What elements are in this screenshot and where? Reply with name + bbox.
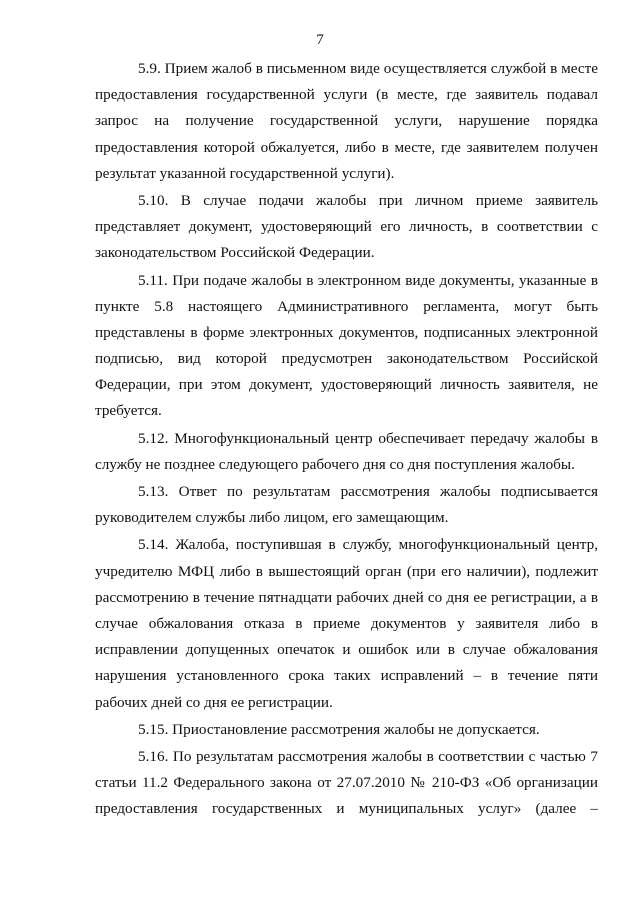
paragraph-5-16	[95, 744, 598, 823]
text-line: случае обжалования отказа в приеме документов у заявителя либо в	[95, 614, 598, 632]
text-line: законодательством Российской Федерации.	[95, 244, 375, 262]
text-line: требуется.	[95, 402, 162, 420]
text-line: представляет документ, удостоверяющий его личность, в соответствии с	[95, 218, 598, 236]
text-line: статьи 11.2 Федерального закона от 27.07.2010 № 210-ФЗ «Об организации	[95, 774, 598, 792]
text-line: 5.10. В случае подачи жалобы при личном приеме заявитель	[138, 191, 598, 209]
page-number: 7	[316, 32, 324, 48]
text-line: предоставления которой обжалуется, либо в месте, где заявителем получен	[95, 138, 598, 156]
text-line: 5.9. Прием жалоб в письменном виде осуществляется службой в месте	[138, 60, 598, 77]
document-body	[95, 56, 598, 823]
paragraph-5-9	[95, 56, 598, 187]
text-line: представлены в форме электронных документов, подписанных электронной	[95, 323, 598, 341]
text-line: 5.11. При подаче жалобы в электронном виде документы, указанные в	[138, 271, 598, 289]
paragraph-5-12	[95, 426, 598, 478]
text-line: службу не позднее следующего рабочего дня со дня поступления жалобы.	[95, 455, 575, 473]
text-line: руководителем службы либо лицом, его замещающим.	[95, 509, 449, 527]
text-line: 5.16. По результатам рассмотрения жалобы в соответствии с частью 7	[138, 747, 598, 765]
paragraph-5-13	[95, 479, 598, 531]
text-line: Федерации, при этом документ, удостоверяющий личность заявителя, не	[95, 376, 598, 394]
text-line: 5.12. Многофункциональный центр обеспечивает передачу жалобы в	[138, 429, 598, 447]
text-line: 5.15. Приостановление рассмотрения жалобы не допускается.	[138, 720, 540, 738]
text-line: предоставления государственной услуги (в месте, где заявитель подавал	[95, 86, 598, 104]
text-line: рабочих дней со дня ее регистрации.	[95, 693, 333, 711]
text-line: нарушения установленного срока таких исправлений – в течение пяти	[95, 667, 598, 685]
text-line: результат указанной государственной услуги).	[95, 164, 395, 182]
text-line: рассмотрению в течение пятнадцати рабочих дней со дня ее регистрации, а в	[95, 588, 598, 606]
paragraph-5-11	[95, 268, 598, 425]
text-line: запрос на получение государственной услуги, нарушение порядка	[95, 112, 598, 130]
text-line: учредителю МФЦ либо в вышестоящий орган (при его наличии), подлежит	[95, 562, 598, 580]
text-line: исправлении допущенных опечаток и ошибок или в случае обжалования	[95, 641, 598, 659]
text-line: предоставления государственных и муниципальных услуг» (далее –	[95, 800, 598, 818]
text-line: 5.13. Ответ по результатам рассмотрения жалобы подписывается	[138, 483, 598, 500]
paragraph-5-10	[95, 188, 598, 267]
paragraph-5-15	[95, 717, 598, 743]
text-line: 5.14. Жалоба, поступившая в службу, многофункциональный центр,	[138, 536, 598, 554]
paragraph-5-14	[95, 532, 598, 715]
text-line: подписью, вид которой предусмотрен законодательством Российской	[95, 350, 598, 368]
text-line: пункте 5.8 настоящего Административного регламента, могут быть	[95, 297, 598, 315]
